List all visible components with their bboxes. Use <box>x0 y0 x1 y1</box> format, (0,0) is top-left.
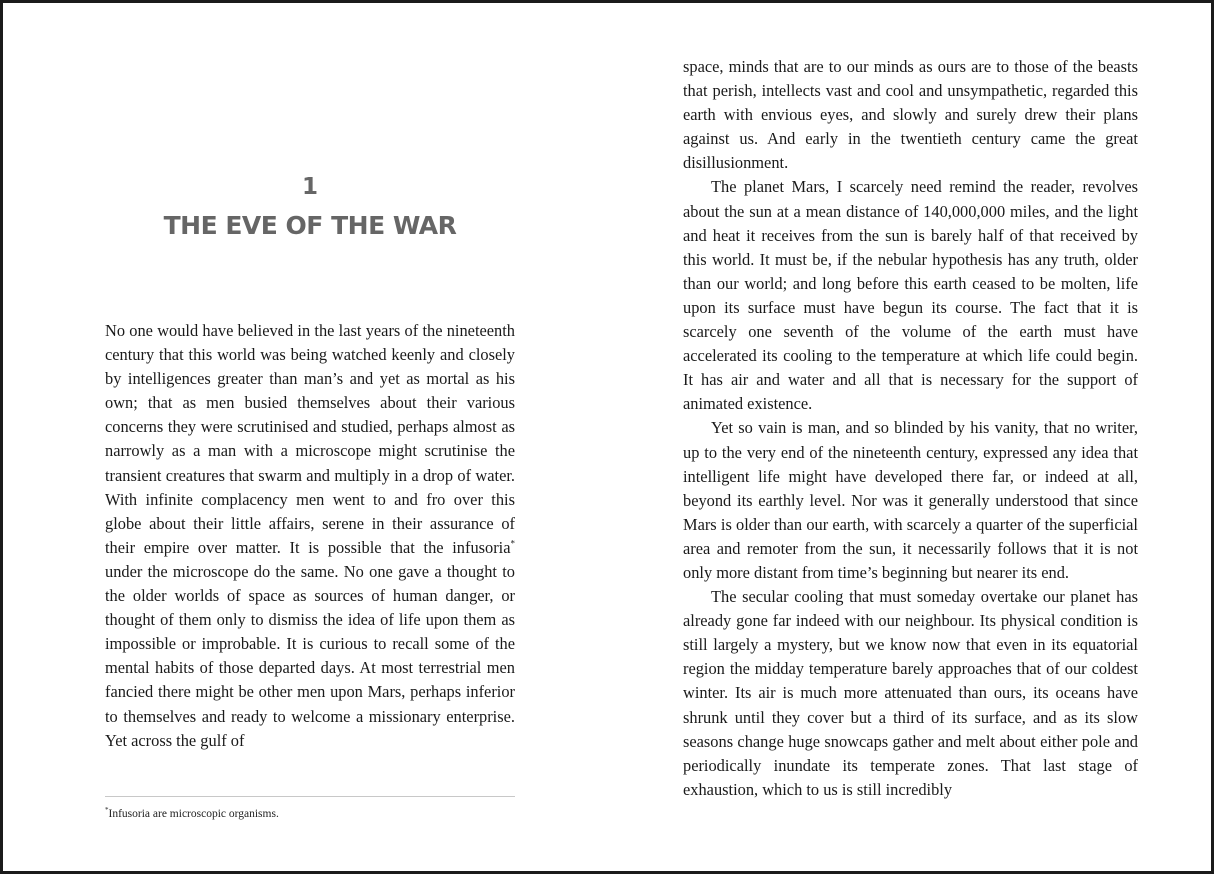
paragraph-planet-mars: The planet Mars, I scarcely need remind the reader, revolves about the sun at a mean distance of 140,000,000 miles, and the light and heat it receives from the sun is barely half of that received by this world. It must be, if the nebular hypothesis has any truth, older than our world; and long before this earth ceased to be molten, life upon its surface must have begun its course. The fact that it is scarcely one seventh of the volume of the earth must have accelerated its cooling to the temperature at which life could begin. It has air and water and all that is necessary for the support of animated existence. <box>683 177 1138 414</box>
paragraph-vanity: Yet so vain is man, and so blinded by his vanity, that no writer, up to the very end of the nineteenth century, expressed any idea that intelligent life might have developed there far, or indeed at all, beyond its earthly level. Nor was it generally understood that since Mars is older than our earth, with scarcely a quarter of the superficial area and remoter from the sun, it necessarily follows that it is not only more distant from time’s beginning but nearer its end. <box>683 418 1138 582</box>
paragraph-secular-cooling: The secular cooling that must someday overtake our planet has already gone far indeed with our neighbour. Its physical condition is still largely a mystery, but we know now that even in its equatorial region the midday temperature barely approaches that of our coldest winter. Its air is much more attenuated than ours, its oceans have shrunk until they cover but a third of its surface, and as its slow seasons change huge snowcaps gather and melt about either pole and periodically inundate its temperate zones. That last stage of exhaustion, which to us is still incredibly <box>683 587 1138 799</box>
footnote-divider <box>105 796 515 797</box>
opening-paragraph-part2: under the microscope do the same. No one gave a thought to the older worlds of space as sources of human danger, or thought of them only to dismiss the idea of life upon them as impossible or improbable. It is curious to recall some of the mental habits of those departed days. At most terrestrial men fancied there might be other men upon Mars, perhaps inferior to themselves and ready to welcome a missionary enterprise. Yet across the gulf of <box>105 561 515 750</box>
opening-paragraph-part1: No one would have believed in the last years of the nineteenth century that this world was being watched keenly and closely by intelligences greater than man’s and yet as mortal as his own; that as men busied themselves about their various concerns they were scrutinised and studied, perhaps almost as narrowly as a man with a microscope might scrutinise the transient creatures that swarm and multiply in a drop of water. With infinite complacency men went to and fro over this globe about their little affairs, serene in their assurance of their empire over matter. It is possible that the infusoria <box>105 321 515 557</box>
left-body-text <box>105 319 515 753</box>
footnote <box>105 808 515 820</box>
opening-paragraph <box>105 319 515 753</box>
chapter-number: 1 <box>301 174 318 200</box>
footnote-reference: * <box>510 538 515 549</box>
footnote-marker: * <box>105 806 109 815</box>
footnote-text: Infusoria are microscopic organisms. <box>108 808 279 820</box>
paragraph-continued: space, minds that are to our minds as ours are to those of the beasts that perish, intellects vast and cool and unsympathetic, regarded this earth with envious eyes, and slowly and surely drew their plans against us. And early in the twentieth century came the great disillusionment. <box>683 57 1138 173</box>
chapter-title: THE EVE OF THE WAR <box>163 211 457 240</box>
right-body-text <box>683 55 1138 802</box>
